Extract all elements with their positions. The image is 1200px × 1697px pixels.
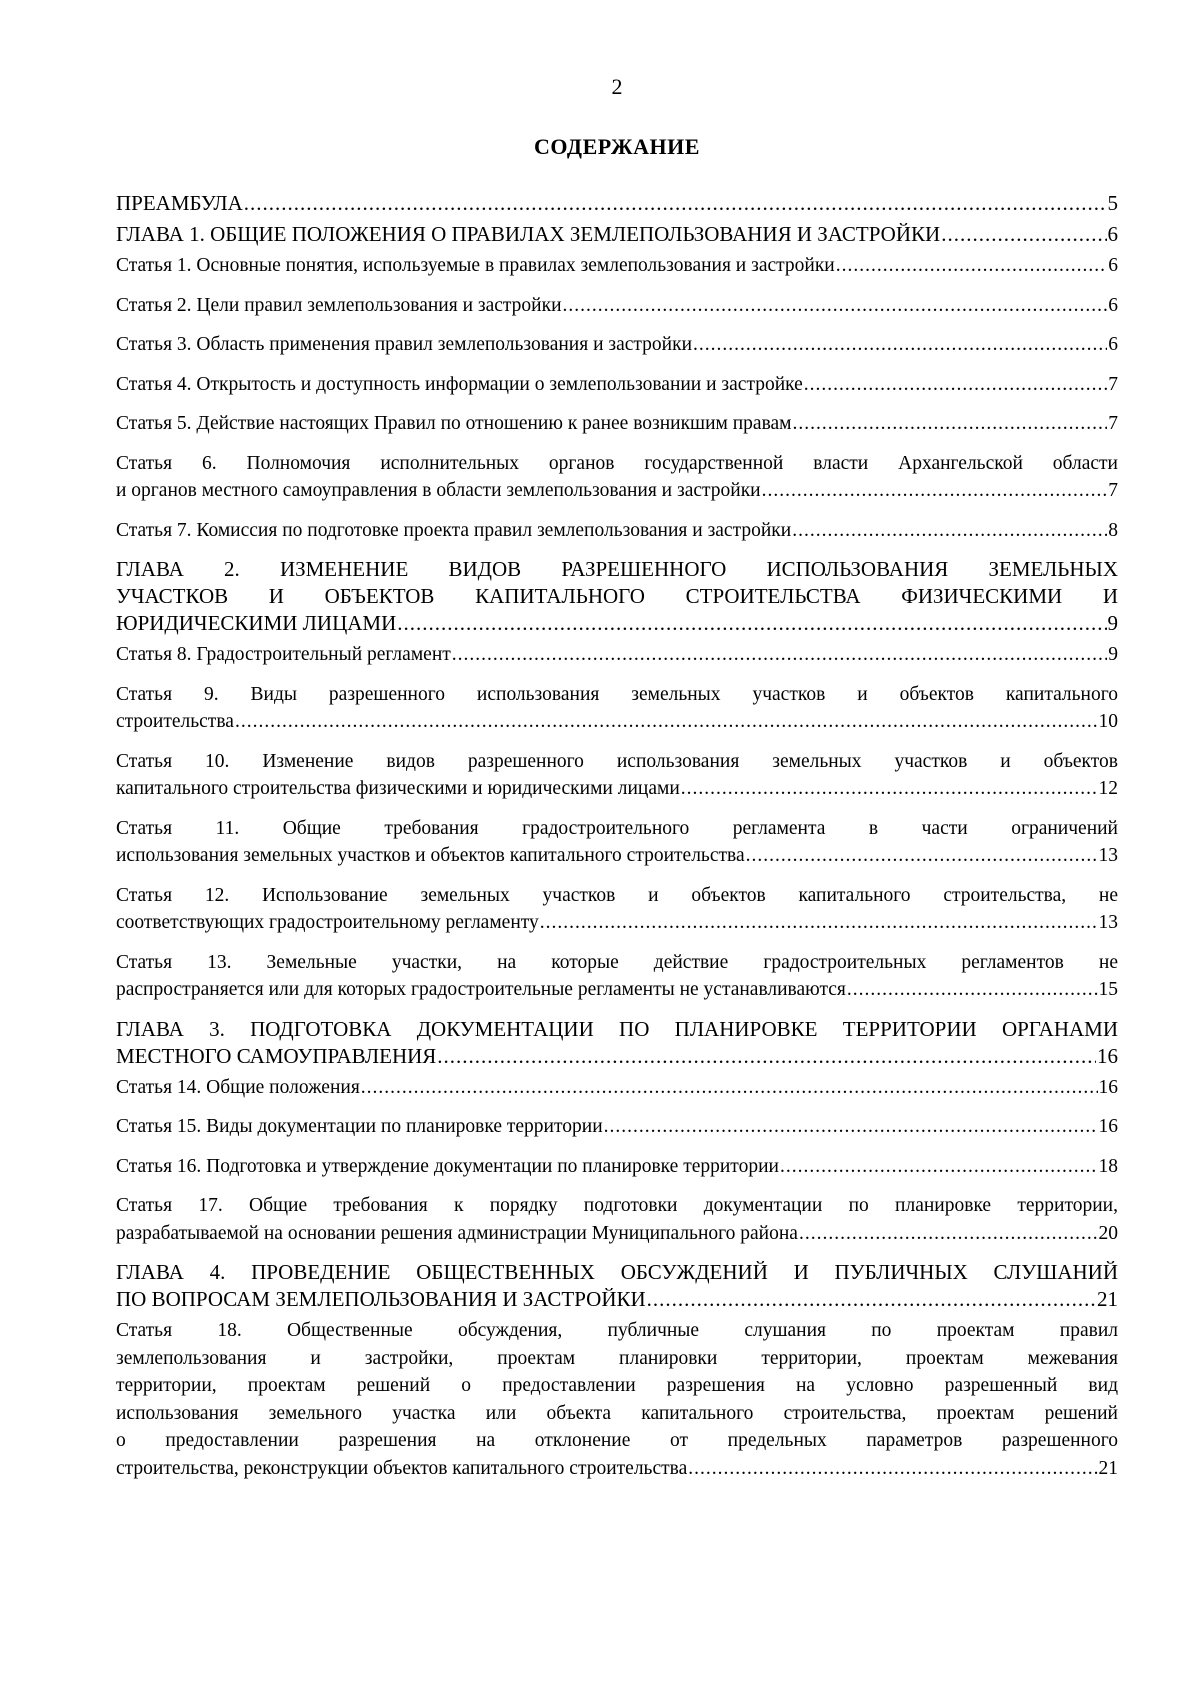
toc-page-number: 10 — [1098, 711, 1118, 732]
toc-entry-last-line — [116, 610, 1118, 637]
toc-article-entry[interactable] — [116, 1074, 1118, 1102]
toc-entry-last-line — [116, 477, 1118, 505]
toc-entry-text: Статья 16. Подготовка и утверждение документации по планировке территории — [116, 1155, 779, 1177]
toc-entry-text: ПО ВОПРОСАМ ЗЕМЛЕПОЛЬЗОВАНИЯ И ЗАСТРОЙКИ — [116, 1287, 646, 1311]
toc-entry-line: Статья 12. Использование земельных участков и объектов капитального строительства, не — [116, 884, 1118, 906]
dot-leader — [540, 909, 1098, 937]
dot-leader — [235, 708, 1098, 736]
toc-entry-last-line — [116, 842, 1118, 870]
toc-entry-text: Статья 15. Виды документации по планировке территории — [116, 1116, 603, 1137]
toc-entry-text: строительства, реконструкции объектов капитального строительства — [116, 1457, 688, 1479]
toc-entry-text: Статья 3. Область применения правил землепользования и застройки — [116, 334, 693, 355]
toc-entry-text: Статья 8. Градостроительный регламент — [116, 644, 451, 665]
toc-page-number: 5 — [1107, 191, 1118, 215]
toc-entry-line: Статья 18. Общественные обсуждения, публичные слушания по проектам правил — [116, 1320, 1118, 1341]
toc-entry-text: и органов местного самоуправления в области землепользования и застройки — [116, 480, 761, 501]
dot-leader — [681, 775, 1098, 803]
toc-entry-text: строительства — [116, 711, 234, 732]
toc-article-entry[interactable] — [116, 1192, 1118, 1247]
toc-entry-last-line — [116, 410, 1118, 438]
toc-chapter-entry[interactable] — [116, 221, 1118, 248]
toc-page-number: 9 — [1108, 644, 1118, 665]
toc-entry-text: ЮРИДИЧЕСКИМИ ЛИЦАМИ — [116, 611, 397, 635]
toc-entry-line: использования земельного участка или объекта капитального строительства, проектам решений — [116, 1402, 1118, 1424]
toc-entry-text: Статья 5. Действие настоящих Правил по отношению к ранее возникшим правам — [116, 413, 792, 434]
toc-entry-line: УЧАСТКОВ И ОБЪЕКТОВ КАПИТАЛЬНОГО СТРОИТЕЛЬСТВА ФИЗИЧЕСКИМИ И — [116, 584, 1118, 608]
toc-entry-line: Статья 9. Виды разрешенного использования земельных участков и объектов капитального — [116, 683, 1118, 705]
toc-entry-line: ГЛАВА 3. ПОДГОТОВКА ДОКУМЕНТАЦИИ ПО ПЛАНИРОВКЕ ТЕРРИТОРИИ ОРГАНАМИ — [116, 1016, 1118, 1041]
toc-chapter-entry[interactable] — [116, 1016, 1118, 1070]
toc-article-entry[interactable] — [116, 681, 1118, 736]
toc-entry-last-line — [116, 252, 1118, 280]
toc-entry-last-line — [116, 1455, 1118, 1483]
toc-entry-line: Статья 11. Общие требования градостроительного регламента в части ограничений — [116, 817, 1118, 839]
toc-entry-last-line — [116, 641, 1118, 669]
toc-entry-line: ГЛАВА 4. ПРОВЕДЕНИЕ ОБЩЕСТВЕННЫХ ОБСУЖДЕНИЙ И ПУБЛИЧНЫХ СЛУШАНИЙ — [116, 1260, 1118, 1284]
toc-entry-last-line — [116, 292, 1118, 320]
toc-entry-text: Статья 7. Комиссия по подготовке проекта правил землепользования и застройки — [116, 519, 792, 541]
toc-entry-text: разрабатываемой на основании решения администрации Муниципального района — [116, 1222, 798, 1244]
toc-entry-text: Статья 1. Основные понятия, используемые в правилах землепользования и застройки — [116, 255, 835, 276]
toc-entry-last-line — [116, 1153, 1118, 1181]
toc-page-number: 6 — [1108, 334, 1118, 355]
table-of-contents — [116, 190, 1118, 1494]
toc-page-number: 12 — [1098, 778, 1118, 799]
toc-page-number: 7 — [1108, 373, 1118, 395]
toc-article-entry[interactable] — [116, 641, 1118, 669]
toc-entry-text: использования земельных участков и объектов капитального строительства — [116, 845, 745, 866]
toc-entry-line: Статья 10. Изменение видов разрешенного использования земельных участков и объектов — [116, 750, 1118, 772]
toc-entry-text: Статья 14. Общие положения — [116, 1076, 360, 1098]
dot-leader — [693, 331, 1107, 359]
toc-entry-last-line — [116, 1286, 1118, 1313]
dot-leader — [780, 1153, 1098, 1181]
dot-leader — [604, 1113, 1098, 1141]
toc-entry-text: капитального строительства физическими и юридическими лицами — [116, 778, 680, 799]
toc-entry-line: территории, проектам решений о предоставлении разрешения на условно разрешенный вид — [116, 1375, 1118, 1396]
toc-page-number: 21 — [1098, 1457, 1118, 1479]
toc-entry-last-line — [116, 331, 1118, 359]
toc-article-entry[interactable] — [116, 410, 1118, 438]
toc-entry-last-line — [116, 976, 1118, 1004]
toc-entry-last-line — [116, 1113, 1118, 1141]
toc-article-entry[interactable] — [116, 450, 1118, 505]
dot-leader — [746, 842, 1098, 870]
dot-leader — [804, 371, 1107, 399]
dot-leader — [452, 641, 1107, 669]
toc-article-entry[interactable] — [116, 1113, 1118, 1141]
toc-entry-text: МЕСТНОГО САМОУПРАВЛЕНИЯ — [116, 1043, 437, 1068]
toc-page-number: 6 — [1108, 294, 1118, 316]
dot-leader — [847, 976, 1098, 1004]
toc-page-number: 15 — [1098, 979, 1118, 1000]
dot-leader — [647, 1286, 1096, 1313]
toc-entry-text: Статья 4. Открытость и доступность информации о землепользовании и застройке — [116, 373, 803, 395]
toc-chapter-entry[interactable] — [116, 190, 1118, 217]
toc-page-number: 8 — [1108, 519, 1118, 541]
dot-leader — [793, 410, 1108, 438]
toc-article-entry[interactable] — [116, 1317, 1118, 1482]
toc-article-entry[interactable] — [116, 1153, 1118, 1181]
toc-entry-last-line — [116, 775, 1118, 803]
toc-page-number: 13 — [1098, 912, 1118, 933]
toc-article-entry[interactable] — [116, 292, 1118, 320]
toc-entry-last-line — [116, 1220, 1118, 1248]
toc-entry-text: ПРЕАМБУЛА — [116, 191, 243, 215]
page-number: 2 — [611, 74, 623, 99]
toc-page-number: 16 — [1097, 1043, 1118, 1068]
toc-page-number: 7 — [1108, 413, 1118, 434]
toc-article-entry[interactable] — [116, 517, 1118, 545]
toc-entry-text: распространяется или для которых градостроительные регламенты не устанавливаются — [116, 979, 846, 1000]
toc-article-entry[interactable] — [116, 815, 1118, 870]
toc-title: СОДЕРЖАНИЕ — [534, 134, 700, 159]
toc-entry-line: Статья 17. Общие требования к порядку подготовки документации по планировке территории, — [116, 1195, 1118, 1216]
toc-chapter-entry[interactable] — [116, 556, 1118, 637]
toc-page-number: 20 — [1098, 1222, 1118, 1244]
toc-page-number: 6 — [1107, 222, 1118, 246]
toc-article-entry[interactable] — [116, 882, 1118, 937]
toc-article-entry[interactable] — [116, 252, 1118, 280]
toc-entry-line: землепользования и застройки, проектам планировки территории, проектам межевания — [116, 1347, 1118, 1369]
dot-leader — [836, 252, 1108, 280]
toc-entry-line: о предоставлении разрешения на отклонение от предельных параметров разрешенного — [116, 1430, 1118, 1451]
toc-page-number: 16 — [1098, 1076, 1118, 1098]
toc-entry-line: Статья 6. Полномочия исполнительных органов государственной власти Архангельской области — [116, 452, 1118, 474]
toc-article-entry[interactable] — [116, 371, 1118, 399]
dot-leader — [941, 221, 1106, 248]
dot-leader — [563, 292, 1108, 320]
toc-entry-text: соответствующих градостроительному регламенту — [116, 912, 539, 933]
toc-entry-last-line — [116, 517, 1118, 545]
toc-entry-last-line — [116, 190, 1118, 217]
toc-entry-last-line — [116, 371, 1118, 399]
toc-entry-line: Статья 13. Земельные участки, на которые действие градостроительных регламентов не — [116, 951, 1118, 973]
toc-entry-text: Статья 2. Цели правил землепользования и застройки — [116, 294, 562, 316]
dot-leader — [688, 1455, 1097, 1483]
dot-leader — [397, 610, 1106, 637]
dot-leader — [792, 517, 1107, 545]
toc-page-number: 9 — [1107, 611, 1118, 635]
toc-page-number: 18 — [1098, 1155, 1118, 1177]
dot-leader — [437, 1043, 1096, 1070]
toc-article-entry[interactable] — [116, 748, 1118, 803]
toc-page-number: 21 — [1097, 1287, 1118, 1311]
toc-entry-last-line — [116, 221, 1118, 248]
dot-leader — [799, 1220, 1098, 1248]
toc-entry-last-line — [116, 1043, 1118, 1070]
toc-entry-last-line — [116, 909, 1118, 937]
toc-entry-last-line — [116, 708, 1118, 736]
dot-leader — [361, 1074, 1098, 1102]
toc-entry-line: ГЛАВА 2. ИЗМЕНЕНИЕ ВИДОВ РАЗРЕШЕННОГО ИСПОЛЬЗОВАНИЯ ЗЕМЕЛЬНЫХ — [116, 557, 1118, 581]
toc-entry-text: ГЛАВА 1. ОБЩИЕ ПОЛОЖЕНИЯ О ПРАВИЛАХ ЗЕМЛЕПОЛЬЗОВАНИЯ И ЗАСТРОЙКИ — [116, 222, 941, 246]
toc-entry-last-line — [116, 1074, 1118, 1102]
toc-article-entry[interactable] — [116, 331, 1118, 359]
toc-page-number: 6 — [1108, 255, 1118, 276]
toc-chapter-entry[interactable] — [116, 1259, 1118, 1313]
toc-article-entry[interactable] — [116, 949, 1118, 1004]
toc-page-number: 7 — [1108, 480, 1118, 501]
toc-page-number: 16 — [1098, 1116, 1118, 1137]
toc-page-number: 13 — [1098, 845, 1118, 866]
dot-leader — [244, 190, 1107, 217]
dot-leader — [762, 477, 1108, 505]
